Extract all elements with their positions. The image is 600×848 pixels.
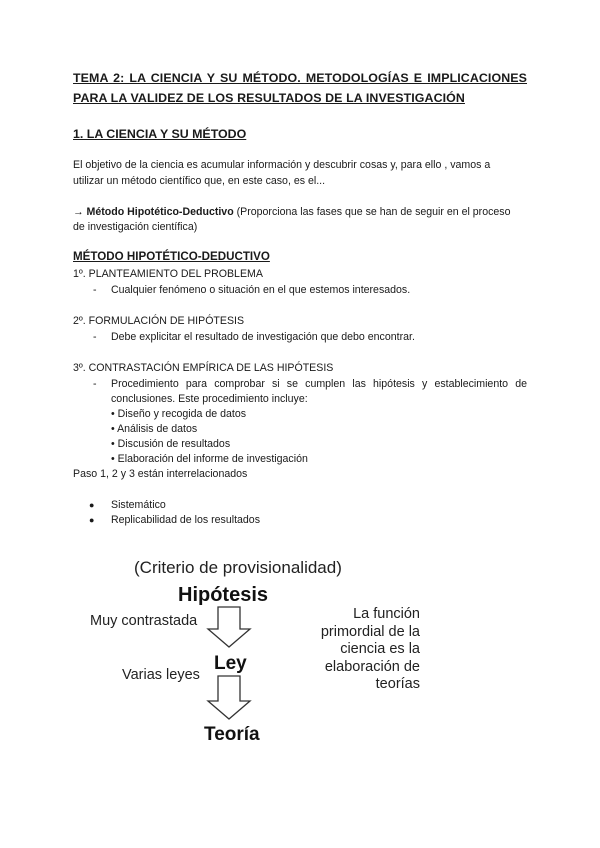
intro-line-1: El objetivo de la ciencia es acumular información y descubrir cosas y, para ello , vamos a <box>73 159 491 171</box>
figure-right-line: primordial de la <box>320 623 420 640</box>
step2-title: 2º. FORMULACIÓN DE HIPÓTESIS <box>73 315 245 327</box>
relation-note: Paso 1, 2 y 3 están interrelacionados <box>73 468 248 480</box>
step3-title: 3º. CONTRASTACIÓN EMPÍRICA DE LAS HIPÓTESIS <box>73 362 334 374</box>
step1-item: Cualquier fenómeno o situación en el que estemos interesados. <box>111 284 411 296</box>
criterion-label: (Criterio de provisionalidad) <box>134 558 342 577</box>
theory-label: Teoría <box>204 724 260 745</box>
hypothesis-label: Hipótesis <box>178 584 269 606</box>
sub-item: • Análisis de datos <box>111 423 198 435</box>
figure-right-line: teorías <box>375 676 420 692</box>
figure-right-text <box>290 606 420 694</box>
bullet-item: Sistemático <box>111 499 166 511</box>
left-label-contrasted: Muy contrastada <box>90 613 198 629</box>
method-heading: MÉTODO HIPOTÉTICO-DEDUCTIVO <box>73 250 270 263</box>
sub-item: • Elaboración del informe de investigación <box>111 453 308 465</box>
step3-dash: - <box>93 378 97 390</box>
method-description: (Proporciona las fases que se han de seguir en el proceso <box>233 206 511 218</box>
arrow-down-icon <box>208 607 250 647</box>
section-heading: 1. LA CIENCIA Y SU MÉTODO <box>73 127 247 141</box>
method-description-line2: de investigación científica) <box>73 221 198 233</box>
step1-dash: - <box>93 284 97 296</box>
figure-right-line: elaboración de <box>324 658 420 675</box>
method-intro-line <box>73 205 510 221</box>
step2-dash: - <box>93 331 97 343</box>
figure-right-line: La función <box>353 606 420 622</box>
law-label: Ley <box>214 653 247 674</box>
step3-item-line2: conclusiones. Este procedimiento incluye: <box>111 393 308 405</box>
bullet-item: Replicabilidad de los resultados <box>111 514 260 526</box>
step1-title: 1º. PLANTEAMIENTO DEL PROBLEMA <box>73 268 263 280</box>
method-name: Método Hipotético-Deductivo <box>86 206 234 218</box>
bullet-dot: ● <box>89 515 95 525</box>
step2-item: Debe explicitar el resultado de investigación que debo encontrar. <box>111 331 415 343</box>
document-title-line1: TEMA 2: LA CIENCIA Y SU MÉTODO. METODOLOGÍAS E IMPLICACIONES <box>73 71 527 85</box>
figure-right-line: ciencia es la <box>340 641 420 657</box>
arrow-down-icon <box>208 676 250 719</box>
left-label-laws: Varias leyes <box>122 667 200 683</box>
document-title-line2: PARA LA VALIDEZ DE LOS RESULTADOS DE LA INVESTIGACIÓN <box>73 91 465 105</box>
arrow-symbol: → <box>73 206 84 218</box>
sub-item: • Diseño y recogida de datos <box>111 408 247 420</box>
step3-item-line1: Procedimiento para comprobar si se cumplen las hipótesis y establecimiento de <box>111 378 527 390</box>
bullet-dot: ● <box>89 500 95 510</box>
sub-item: • Discusión de resultados <box>111 438 231 450</box>
intro-line-2: utilizar un método científico que, en este caso, es el... <box>73 175 326 187</box>
